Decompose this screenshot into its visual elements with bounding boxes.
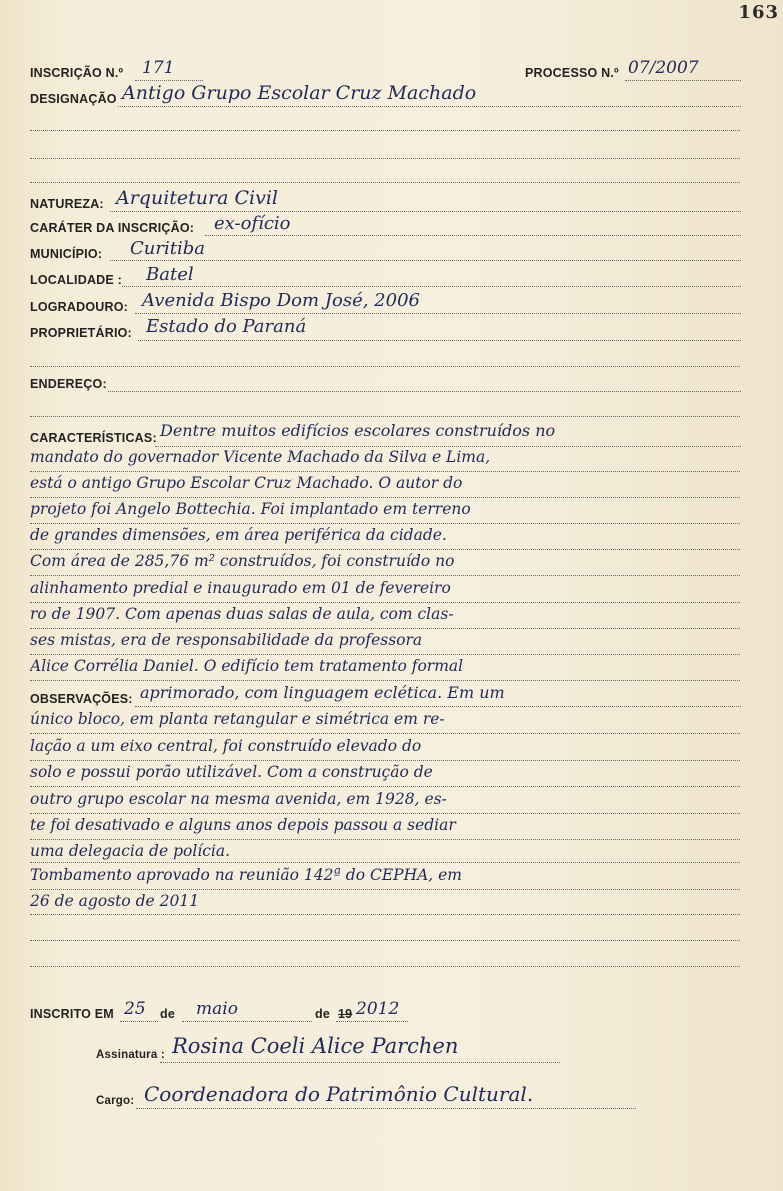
carater-dots	[205, 235, 741, 236]
caracteristicas-line: Alice Corrélia Daniel. O edifício tem tratamento formal	[30, 657, 464, 675]
inscrito-year: 2012	[356, 999, 400, 1019]
text-rule	[30, 654, 740, 655]
inscricao-label: INSCRIÇÃO N.º	[30, 66, 124, 80]
designacao-dots	[118, 106, 741, 107]
cargo-dots	[136, 1108, 636, 1109]
blank-rule	[30, 940, 740, 941]
observacoes-line: solo e possui porão utilizável. Com a construção de	[30, 763, 433, 781]
text-rule	[30, 914, 740, 915]
inscrito-year-dots	[336, 1021, 408, 1022]
observacoes-line: Tombamento aprovado na reunião 142ª do CEPHA, em	[30, 866, 463, 884]
text-rule	[30, 733, 740, 734]
text-rule	[30, 497, 740, 498]
natureza-dots	[110, 211, 741, 212]
caracteristicas-label: CARACTERÍSTICAS:	[30, 431, 157, 445]
text-rule	[30, 862, 740, 863]
observacoes-line: 26 de agosto de 2011	[30, 892, 200, 910]
blank-rule	[30, 416, 740, 417]
logradouro-value: Avenida Bispo Dom José, 2006	[142, 290, 420, 311]
caracteristicas-line: está o antigo Grupo Escolar Cruz Machado. O autor do	[30, 474, 463, 492]
inscrito-label: INSCRITO EM	[30, 1007, 114, 1021]
localidade-dots	[122, 286, 741, 287]
observacoes-label: OBSERVAÇÕES:	[30, 692, 133, 706]
observacoes-dots	[135, 706, 741, 707]
blank-rule	[30, 158, 740, 159]
logradouro-dots	[135, 313, 741, 314]
inscrito-month-dots	[182, 1021, 312, 1022]
page-number: 163	[738, 2, 779, 23]
localidade-label: LOCALIDADE :	[30, 273, 122, 287]
observacoes-line: uma delegacia de polícia.	[30, 842, 231, 860]
blank-rule	[30, 966, 740, 967]
text-rule	[30, 523, 740, 524]
inscricao-dots	[135, 80, 203, 81]
designacao-label: DESIGNAÇÃO	[30, 92, 117, 106]
cargo-value: Coordenadora do Patrimônio Cultural.	[144, 1082, 534, 1106]
inscrito-de-label: de	[160, 1007, 175, 1021]
inscricao-value: 171	[142, 58, 175, 78]
designacao-value: Antigo Grupo Escolar Cruz Machado	[122, 82, 477, 104]
endereco-label: ENDEREÇO:	[30, 377, 107, 391]
cargo-label: Cargo:	[96, 1095, 135, 1107]
municipio-dots	[110, 260, 741, 261]
carater-value: ex-ofício	[214, 213, 291, 234]
text-rule	[30, 889, 740, 890]
text-rule	[30, 575, 740, 576]
text-rule	[30, 549, 740, 550]
assinatura-label: Assinatura :	[96, 1049, 165, 1061]
caracteristicas-line: alinhamento predial e inaugurado em 01 de fevereiro	[30, 579, 451, 597]
text-rule	[30, 760, 740, 761]
caracteristicas-line: Com área de 285,76 m² construídos, foi construído no	[30, 552, 455, 570]
proprietario-value: Estado do Paraná	[146, 316, 307, 337]
municipio-value: Curitiba	[130, 238, 205, 259]
logradouro-label: LOGRADOURO:	[30, 300, 129, 314]
localidade-value: Batel	[146, 264, 194, 285]
text-rule	[30, 471, 740, 472]
proprietario-dots	[138, 340, 741, 341]
blank-rule	[30, 182, 740, 183]
inscrito-de2-label: de	[315, 1007, 330, 1021]
assinatura-signature: Rosina Coeli Alice Parchen	[172, 1034, 459, 1058]
municipio-label: MUNICÍPIO:	[30, 247, 103, 261]
natureza-label: NATUREZA:	[30, 197, 104, 211]
text-rule	[30, 602, 740, 603]
inscrito-year-prefix: 19	[338, 1007, 353, 1021]
caracteristicas-line: mandato do governador Vicente Machado da Silva e Lima,	[30, 448, 491, 466]
assinatura-dots	[160, 1062, 560, 1063]
observacoes-line: único bloco, em planta retangular e simétrica em re-	[30, 710, 445, 728]
text-rule	[30, 628, 740, 629]
endereco-dots	[108, 391, 741, 392]
observacoes-line: lação a um eixo central, foi construído elevado do	[30, 737, 422, 755]
caracteristicas-dots	[155, 446, 741, 447]
carater-label: CARÁTER DA INSCRIÇÃO:	[30, 221, 195, 235]
inscrito-month: maio	[196, 999, 238, 1019]
observacoes-line: te foi desativado e alguns anos depois passou a sediar	[30, 816, 456, 834]
natureza-value: Arquitetura Civil	[116, 187, 278, 209]
text-rule	[30, 786, 740, 787]
observacoes-first-line: aprimorado, com linguagem eclética. Em um	[140, 683, 505, 702]
caracteristicas-line: ses mistas, era de responsabilidade da professora	[30, 631, 423, 649]
caracteristicas-line: ro de 1907. Com apenas duas salas de aula, com clas-	[30, 605, 454, 623]
proprietario-label: PROPRIETÁRIO:	[30, 326, 132, 340]
text-rule	[30, 680, 740, 681]
inscrito-day-dots	[120, 1021, 158, 1022]
observacoes-line: outro grupo escolar na mesma avenida, em 1928, es-	[30, 790, 447, 808]
caracteristicas-line: projeto foi Angelo Bottechia. Foi implantado em terreno	[30, 500, 471, 518]
processo-dots	[625, 80, 741, 81]
caracteristicas-first-line: Dentre muitos edifícios escolares construídos no	[160, 421, 556, 440]
processo-label: PROCESSO N.º	[525, 66, 619, 80]
blank-rule	[30, 130, 740, 131]
caracteristicas-line: de grandes dimensões, em área periférica da cidade.	[30, 526, 447, 544]
blank-rule	[30, 366, 740, 367]
processo-value: 07/2007	[628, 58, 699, 78]
inscrito-day: 25	[124, 999, 146, 1019]
text-rule	[30, 839, 740, 840]
text-rule	[30, 813, 740, 814]
